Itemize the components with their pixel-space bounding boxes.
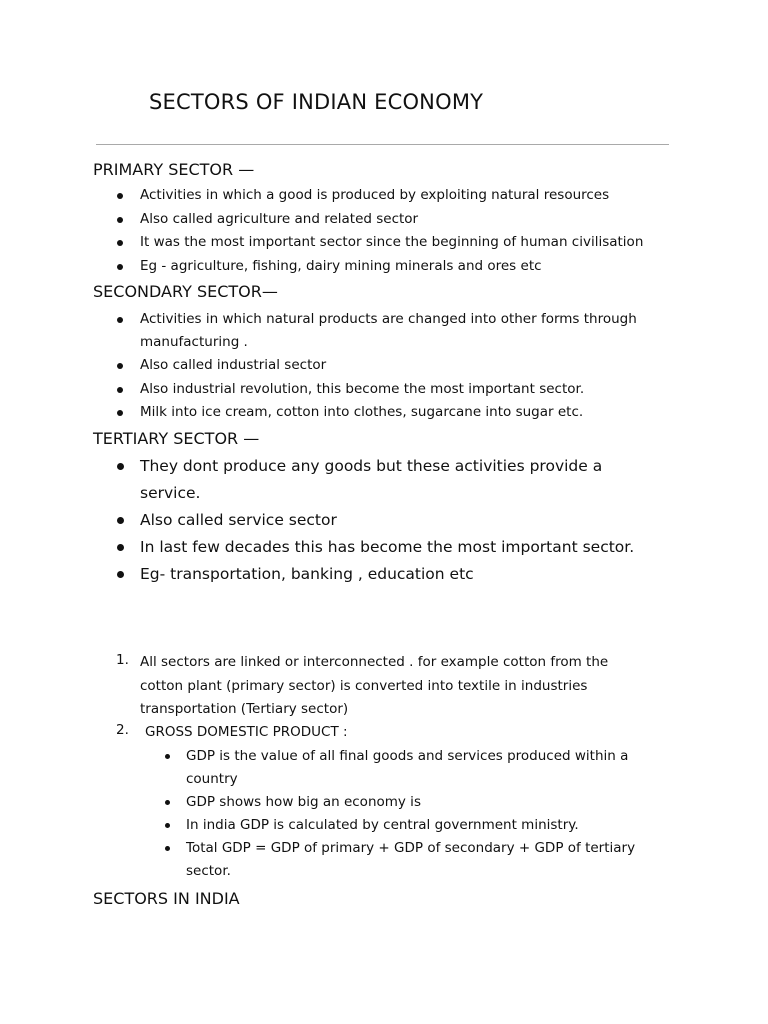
bullet-icon [117,463,124,470]
page-title: SECTORS OF INDIAN ECONOMY [149,90,484,114]
primary-sector-heading: PRIMARY SECTOR — [93,160,255,179]
bullet-icon [117,264,123,270]
bullet-icon [117,240,123,246]
bullet-icon [117,571,124,578]
sectors-in-india-heading: SECTORS IN INDIA [93,889,240,908]
gdp-list [186,745,666,883]
secondary-sector-heading: SECONDARY SECTOR— [93,282,278,301]
list-item: Milk into ice cream, cotton into clothes, sugarcane into sugar etc. [140,401,640,425]
list-item: GDP is the value of all final goods and services produced within a country [186,745,666,791]
title-divider [96,144,669,145]
bullet-icon [117,317,123,323]
list-item: It was the most important sector since the beginning of human civilisation [140,231,643,255]
list-item: Also called industrial sector [140,354,640,378]
list-item: Eg- transportation, banking , education etc [140,561,660,588]
list-item: They dont produce any goods but these activities provide a service. [140,453,640,507]
list-number: 2. [116,722,129,738]
bullet-icon [165,800,170,805]
bullet-icon [117,387,123,393]
bullet-icon [117,517,124,524]
bullet-icon [165,823,170,828]
bullet-icon [165,754,170,759]
list-item: Activities in which a good is produced by exploiting natural resources [140,184,643,208]
list-item: In india GDP is calculated by central government ministry. [186,814,666,837]
tertiary-sector-heading: TERTIARY SECTOR — [93,429,260,448]
bullet-icon [117,193,123,199]
list-item: In last few decades this has become the most important sector. [140,534,640,561]
list-item: Eg - agriculture, fishing, dairy mining minerals and ores etc [140,255,643,279]
list-item: Also called agriculture and related sector [140,208,643,232]
list-number: 1. [116,652,129,668]
bullet-icon [165,846,170,851]
primary-sector-list [140,184,643,278]
list-item: Total GDP = GDP of primary + GDP of secondary + GDP of tertiary sector. [186,837,666,883]
bullet-icon [117,410,123,416]
list-item: Also industrial revolution, this become the most important sector. [140,378,640,402]
bullet-icon [117,217,123,223]
list-item: Also called service sector [140,507,660,534]
list-item: GDP shows how big an economy is [186,791,666,814]
list-item: Activities in which natural products are changed into other forms through manufacturing . [140,308,640,354]
secondary-sector-list [140,308,640,425]
numbered-item-text: All sectors are linked or interconnected . for example cotton from the cotton plant (primary sector) is converted into textile in industries transportation (Tertiary sector) [140,654,609,717]
gdp-heading: GROSS DOMESTIC PRODUCT : [145,724,348,740]
tertiary-sector-list [140,453,660,588]
bullet-icon [117,544,124,551]
bullet-icon [117,363,123,369]
